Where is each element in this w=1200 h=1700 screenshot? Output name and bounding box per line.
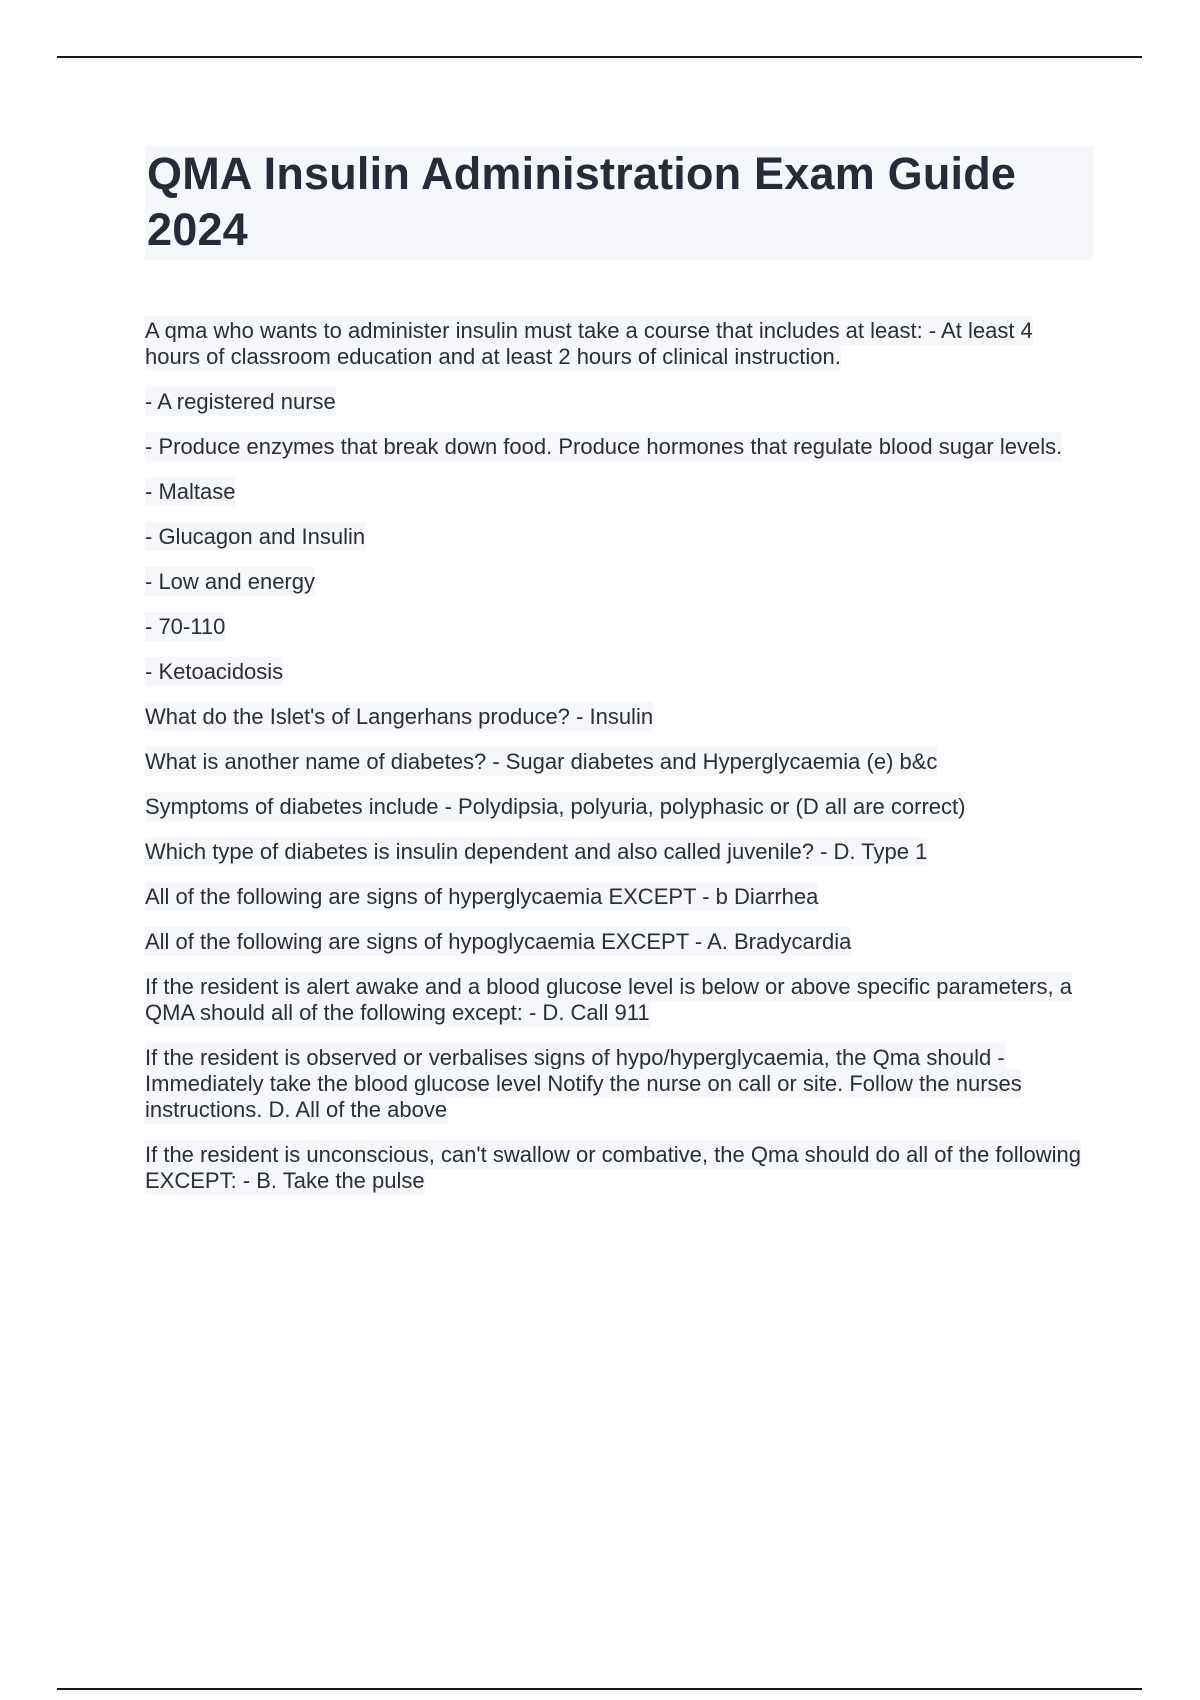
qa-entry: [145, 1045, 1093, 1123]
document-body: [145, 146, 1093, 1213]
qa-text: A qma who wants to administer insulin must take a course that includes at least: - At least 4 hours of classroom education and at least 2 hours of clinical instruction.: [145, 318, 1033, 369]
qa-text: - A registered nurse: [145, 389, 336, 414]
qa-text: All of the following are signs of hypoglycaemia EXCEPT - A. Bradycardia: [145, 929, 852, 954]
title-block: [145, 146, 1093, 260]
qa-entry: [145, 884, 1093, 910]
qa-entry: [145, 434, 1093, 460]
qa-entry: [145, 614, 1093, 640]
qa-text: - 70-110: [145, 614, 226, 639]
qa-text: If the resident is alert awake and a blood glucose level is below or above specific parameters, a QMA should all of the following except: - D. Call 911: [145, 974, 1072, 1025]
qa-entry: [145, 479, 1093, 505]
qa-text: Symptoms of diabetes include - Polydipsia, polyuria, polyphasic or (D all are correct): [145, 794, 966, 819]
qa-text: What is another name of diabetes? - Sugar diabetes and Hyperglycaemia (e) b&c: [145, 749, 938, 774]
qa-entry: [145, 524, 1093, 550]
qa-entry: [145, 659, 1093, 685]
qa-entry: [145, 974, 1093, 1026]
document-title: QMA Insulin Administration Exam Guide 2024: [147, 148, 1017, 255]
qa-text: - Glucagon and Insulin: [145, 524, 366, 549]
qa-entry: [145, 794, 1093, 820]
qa-entry: [145, 389, 1093, 415]
qa-entry: [145, 929, 1093, 955]
qa-text: If the resident is observed or verbalises signs of hypo/hyperglycaemia, the Qma should - Immediately take the blood glucose level Notify the nurse on call or site. Follow the nurses instructions. D. All of the above: [145, 1045, 1022, 1122]
qa-text: - Ketoacidosis: [145, 659, 284, 684]
qa-text: Which type of diabetes is insulin dependent and also called juvenile? - D. Type 1: [145, 839, 928, 864]
qa-entry: [145, 749, 1093, 775]
qa-entry: [145, 704, 1093, 730]
qa-text: - Produce enzymes that break down food. Produce hormones that regulate blood sugar levels.: [145, 434, 1063, 459]
qa-text: If the resident is unconscious, can't swallow or combative, the Qma should do all of the following EXCEPT: - B. Take the pulse: [145, 1142, 1082, 1193]
qa-entry: [145, 318, 1093, 370]
qa-text: - Maltase: [145, 479, 236, 504]
qa-entry: [145, 569, 1093, 595]
top-rule: [57, 56, 1142, 58]
qa-entry: [145, 1142, 1093, 1194]
qa-text: All of the following are signs of hyperglycaemia EXCEPT - b Diarrhea: [145, 884, 819, 909]
qa-text: - Low and energy: [145, 569, 315, 594]
bottom-rule: [57, 1688, 1142, 1690]
qa-entry: [145, 839, 1093, 865]
qa-text: What do the Islet's of Langerhans produce? - Insulin: [145, 704, 654, 729]
